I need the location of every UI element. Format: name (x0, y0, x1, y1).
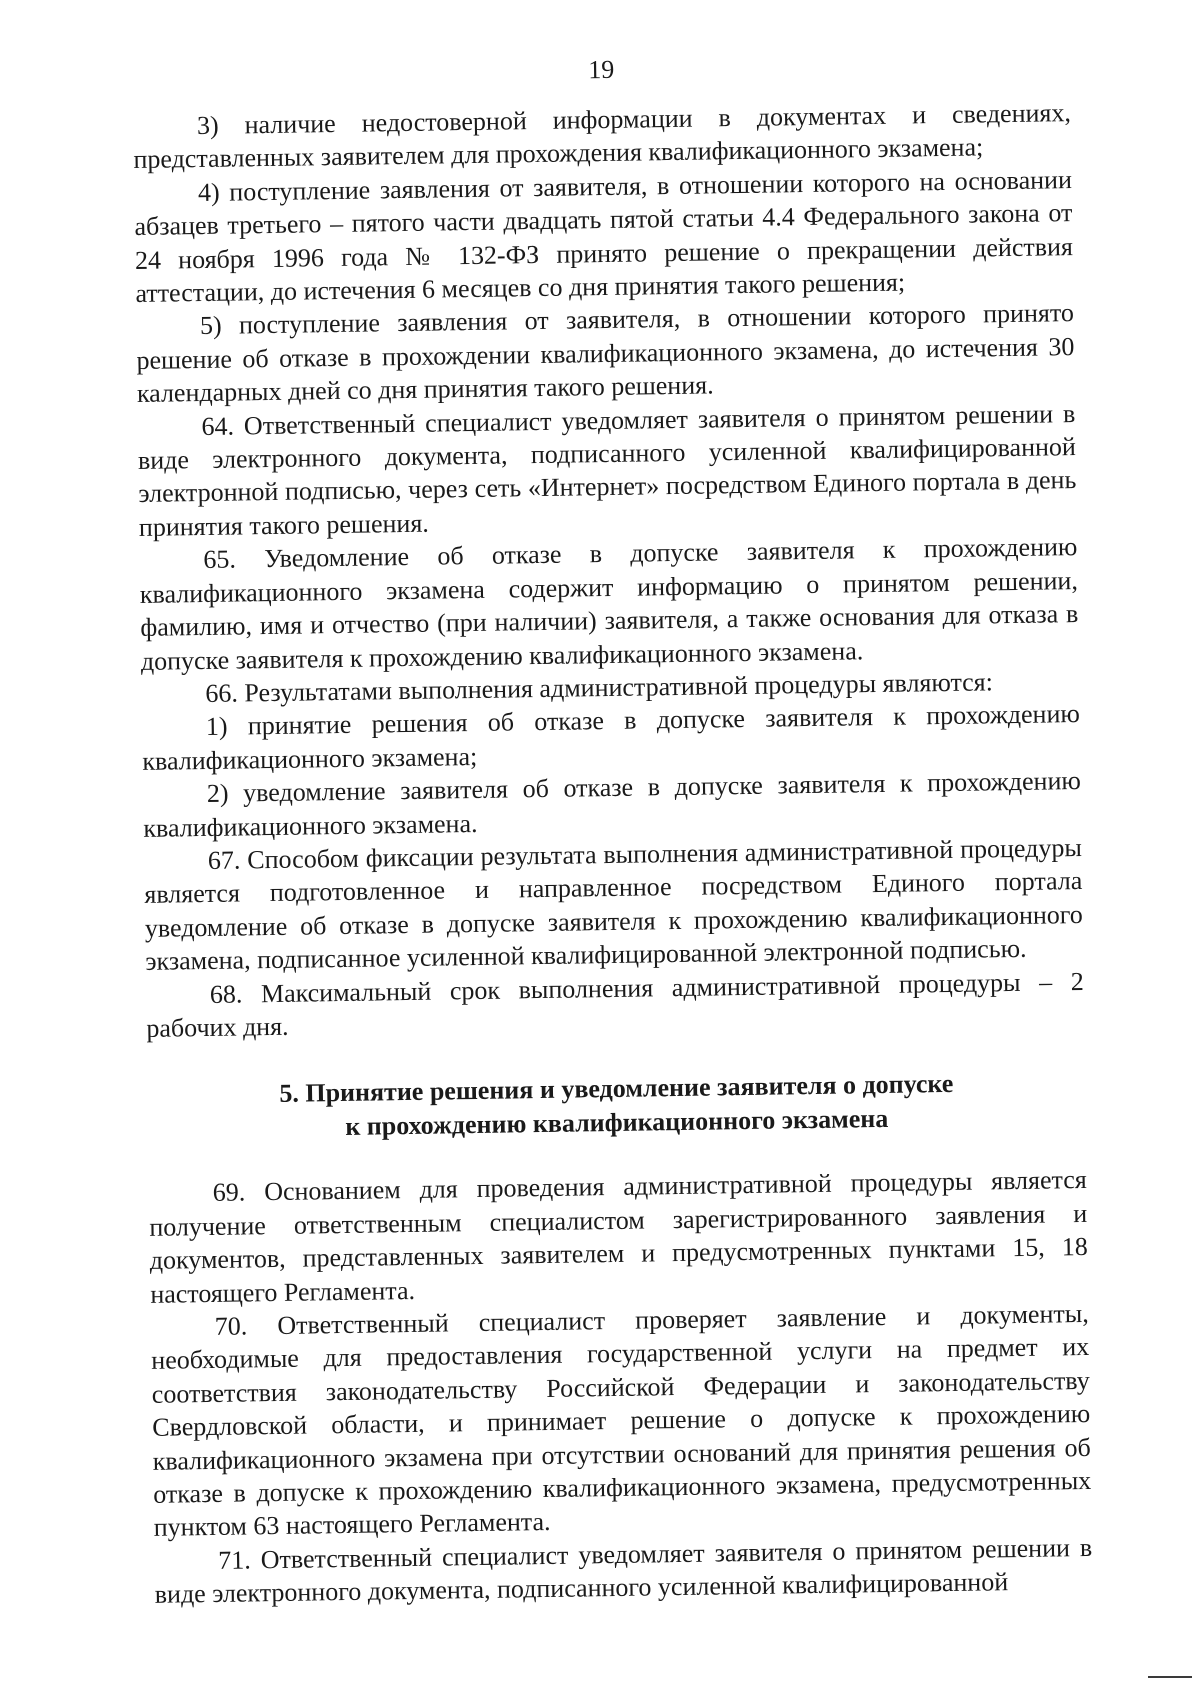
section-heading-line-1: 5. Принятие решения и уведомление заявителя о допуске (279, 1069, 954, 1109)
section-heading-line-2: к прохождению квалификационного экзамена (345, 1104, 889, 1142)
document-body (132, 46, 1093, 1611)
section-heading (167, 1066, 1066, 1147)
paragraph-item-3: 3) наличие недостоверной информации в документах и сведениях, представленных заявителем для прохождения квалификационного экзамена; (133, 98, 1072, 175)
paragraph-67: 67. Способом фиксации результата выполнения административной процедуры является подготовленное и направленное посредством Единого портала уведомление об отказе в допуске заявителя к прохождению квалификационного экзамена, подписанное усиленной квалифицированной электронной подписью. (144, 832, 1083, 977)
paragraph-66-item-1: 1) принятие решения об отказе в допуске заявителя к прохождению квалификационного экзамена; (142, 699, 1081, 776)
paragraph-66-item-2: 2) уведомление заявителя об отказе в допуске заявителя к прохождению квалификационного экзамена. (143, 766, 1082, 843)
paragraph-71: 71. Ответственный специалист уведомляет заявителя о принятом решении в виде электронного документа, подписанного усиленной квалифицированной (154, 1532, 1093, 1610)
paragraph-69: 69. Основанием для проведения административной процедуры является получение ответственным специалистом зарегистрированного заявления и документов, представленных заявителем и предусмотренных пунктами 15, 18 настоящего Регламента. (149, 1165, 1088, 1309)
paragraph-70: 70. Ответственный специалист проверяет заявление и документы, необходимые для предоставления государственной услуги на предмет их соответствия законодательству Российской Федерации и законодательству Свердловской области, и принимает решение о допуске к прохождению квалификационного экзамена при отсутствии оснований для принятия решения об отказе в допуске к прохождению квалификационного экзамена, предусмотренных пунктом 63 настоящего Регламента. (151, 1298, 1092, 1543)
paragraph-68: 68. Максимальный срок выполнения административной процедуры – 2 рабочих дня. (146, 966, 1084, 1043)
paragraph-item-5: 5) поступление заявления от заявителя, в отношении которого принято решение об отказе в прохождении квалификационного экзамена, до истечения 30 календарных дней со дня принятия такого решения. (136, 298, 1075, 409)
paragraph-66: 66. Результатами выполнения административной процедуры являются: (205, 667, 994, 708)
page-number: 19 (587, 54, 615, 85)
paragraph-65: 65. Уведомление об отказе в допуске заявителя к прохождению квалификационного экзамена содержит информацию о принятом решении, фамилию, имя и отчество (при наличии) заявителя, а также основания для отказа в допуске заявителя к прохождению квалификационного экзамена. (139, 532, 1079, 676)
paragraph-item-4: 4) поступление заявления от заявителя, в отношении которого на основании абзацев третьего – пятого части двадцать пятой статьи 4.4 Федерального закона от 24 ноября 1996 года № 132-ФЗ принято решение о прекращении действия аттестации, до истечения 6 месяцев со дня принятия такого решения; (134, 164, 1074, 309)
scan-edge-mark (1148, 1676, 1192, 1678)
paragraph-64: 64. Ответственный специалист уведомляет заявителя о принятом решении в виде электронного документа, подписанного усиленной квалифицированной электронной подписью, через сеть «Интернет» посредством Единого портала в день принятия такого решения. (137, 398, 1077, 542)
